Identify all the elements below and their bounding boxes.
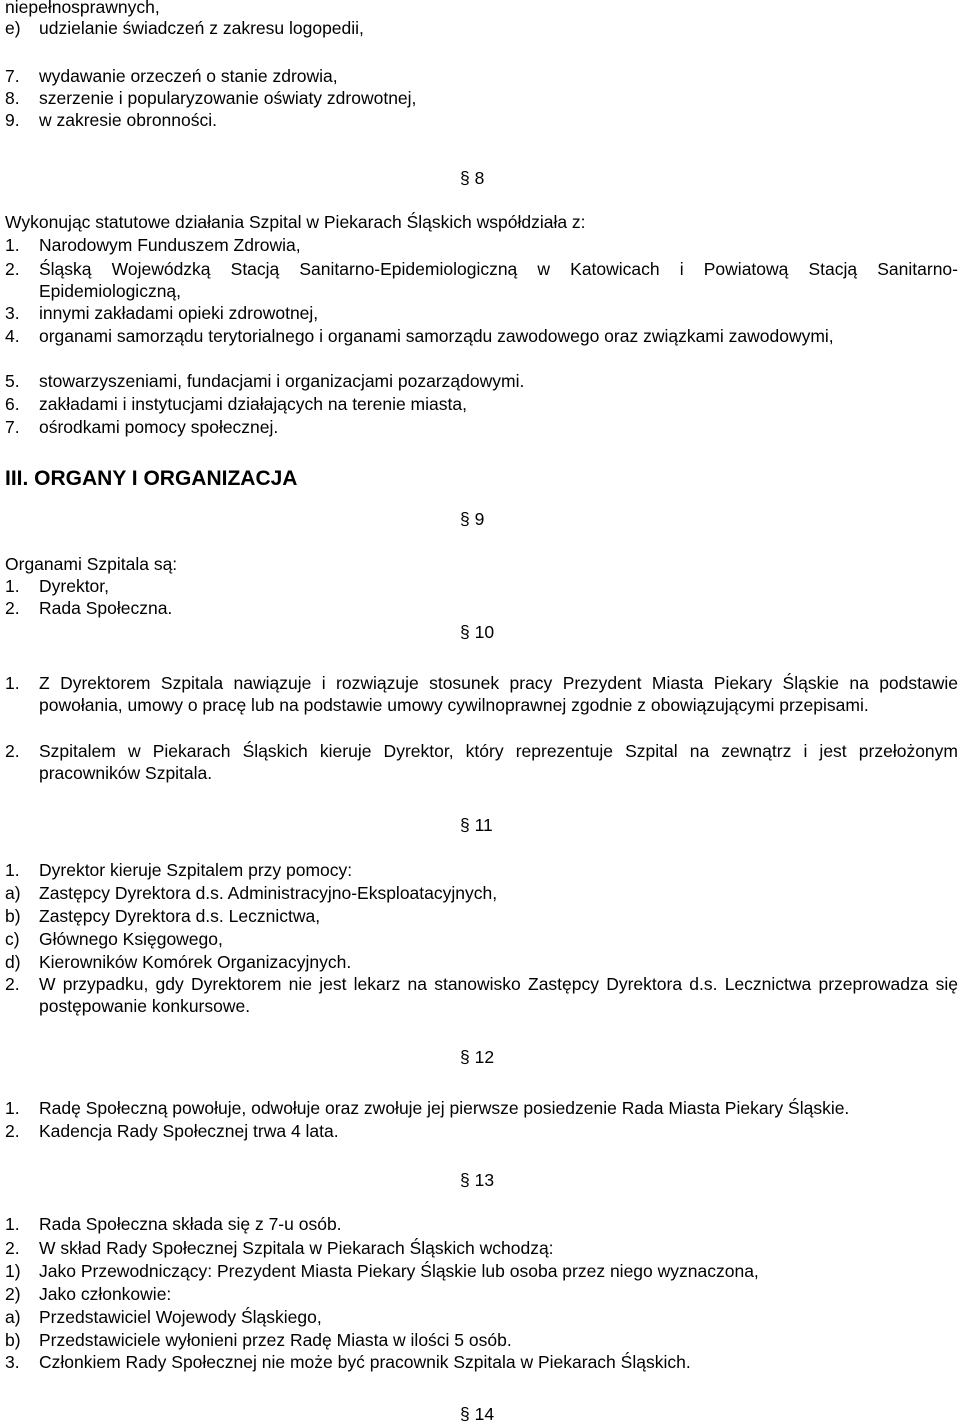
list-text: Rada Społeczna. — [39, 598, 173, 618]
list-marker: 2. — [5, 741, 20, 761]
list-text: Kierowników Komórek Organizacyjnych. — [39, 952, 352, 972]
list-text: szerzenie i popularyzowanie oświaty zdrowotnej, — [39, 88, 417, 108]
list-text: Śląską Wojewódzką Stacją Sanitarno-Epidemiologiczną w Katowicach i Powiatową Stacją Sanitarno-Epidemiologiczną, — [39, 259, 958, 301]
list-text: Narodowym Funduszem Zdrowia, — [39, 235, 301, 255]
list-text: W przypadku, gdy Dyrektorem nie jest lekarz na stanowisko Zastępcy Dyrektora d.s. Lecznictwa przeprowadza się postępowanie konkursowe. — [39, 974, 958, 1016]
list-text: organami samorządu terytorialnego i organami samorządu zawodowego oraz związkami zawodowymi, — [39, 326, 834, 346]
list-marker: 1. — [5, 1214, 20, 1234]
list-marker: 2. — [5, 598, 20, 618]
chapter-title: III. ORGANY I ORGANIZACJA — [5, 467, 298, 490]
list-marker: a) — [5, 1307, 21, 1327]
list-text: Dyrektor, — [39, 576, 110, 596]
list-marker: 7. — [5, 417, 20, 437]
list-marker: 4. — [5, 326, 20, 346]
list-marker: b) — [5, 1330, 21, 1350]
list-marker: 2. — [5, 1121, 20, 1141]
section-heading: § 12 — [460, 1047, 495, 1067]
list-marker: 1) — [5, 1261, 21, 1281]
list-text: w zakresie obronności. — [39, 110, 217, 130]
list-marker: c) — [5, 929, 20, 949]
list-text: udzielanie świadczeń z zakresu logopedii, — [39, 18, 364, 38]
section-intro: Wykonując statutowe działania Szpital w Piekarach Śląskich współdziała z: — [5, 212, 586, 232]
list-text: Jako członkowie: — [39, 1284, 172, 1304]
list-text: Przedstawiciele wyłonieni przez Radę Miasta w ilości 5 osób. — [39, 1330, 512, 1350]
section-heading: § 14 — [460, 1404, 495, 1424]
list-marker: 8. — [5, 88, 20, 108]
list-text: Głównego Księgowego, — [39, 929, 223, 949]
list-text: Z Dyrektorem Szpitala nawiązuje i rozwiązuje stosunek pracy Prezydent Miasta Piekary Śląskie na podstawie powołania, umowy o pracę lub na podstawie umowy cywilnoprawnej zgodnie z obowiązującymi przepisami. — [39, 673, 958, 715]
list-marker: 2. — [5, 1238, 20, 1258]
list-text: Zastępcy Dyrektora d.s. Administracyjno-Eksploatacyjnych, — [39, 883, 498, 903]
section-intro: Organami Szpitala są: — [5, 554, 178, 574]
list-text: stowarzyszeniami, fundacjami i organizacjami pozarządowymi. — [39, 371, 525, 391]
section-heading: § 9 — [460, 509, 485, 529]
list-text: Jako Przewodniczący: Prezydent Miasta Piekary Śląskie lub osoba przez niego wyznaczona, — [39, 1261, 759, 1281]
list-text: wydawanie orzeczeń o stanie zdrowia, — [39, 66, 338, 86]
section-heading: § 13 — [460, 1170, 495, 1190]
list-text: ośrodkami pomocy społecznej. — [39, 417, 279, 437]
section-heading: § 8 — [460, 168, 485, 188]
list-marker: 1. — [5, 860, 20, 880]
continued-text-fragment: niepełnosprawnych, — [5, 0, 160, 17]
list-text: Radę Społeczną powołuje, odwołuje oraz zwołuje jej pierwsze posiedzenie Rada Miasta Piekary Śląskie. — [39, 1098, 850, 1118]
list-text: Przedstawiciel Wojewody Śląskiego, — [39, 1307, 322, 1327]
list-marker: d) — [5, 952, 21, 972]
list-marker: 2. — [5, 974, 20, 994]
list-text: Kadencja Rady Społecznej trwa 4 lata. — [39, 1121, 339, 1141]
list-marker: 3. — [5, 303, 20, 323]
list-marker: 9. — [5, 110, 20, 130]
list-marker: 2) — [5, 1284, 21, 1304]
list-marker: 7. — [5, 66, 20, 86]
list-text: Szpitalem w Piekarach Śląskich kieruje Dyrektor, który reprezentuje Szpital na zewnątrz i jest przełożonym pracowników Szpitala. — [39, 741, 958, 783]
list-marker: a) — [5, 883, 21, 903]
list-marker: 5. — [5, 371, 20, 391]
list-text: W skład Rady Społecznej Szpitala w Piekarach Śląskich wchodzą: — [39, 1238, 554, 1258]
list-text: Dyrektor kieruje Szpitalem przy pomocy: — [39, 860, 353, 880]
list-marker: 1. — [5, 673, 20, 693]
list-text: Rada Społeczna składa się z 7-u osób. — [39, 1214, 342, 1234]
list-marker: 1. — [5, 235, 20, 255]
list-text: Członkiem Rady Społecznej nie może być pracownik Szpitala w Piekarach Śląskich. — [39, 1352, 691, 1372]
list-marker: b) — [5, 906, 21, 926]
list-marker: 1. — [5, 1098, 20, 1118]
list-marker: 2. — [5, 259, 20, 279]
list-text: Zastępcy Dyrektora d.s. Lecznictwa, — [39, 906, 321, 926]
list-marker: 6. — [5, 394, 20, 414]
list-text: innymi zakładami opieki zdrowotnej, — [39, 303, 319, 323]
list-marker: e) — [5, 18, 21, 38]
list-marker: 1. — [5, 576, 20, 596]
section-heading: § 10 — [460, 622, 495, 642]
list-text: zakładami i instytucjami działających na terenie miasta, — [39, 394, 467, 414]
list-marker: 3. — [5, 1352, 20, 1372]
section-heading: § 11 — [460, 815, 493, 835]
